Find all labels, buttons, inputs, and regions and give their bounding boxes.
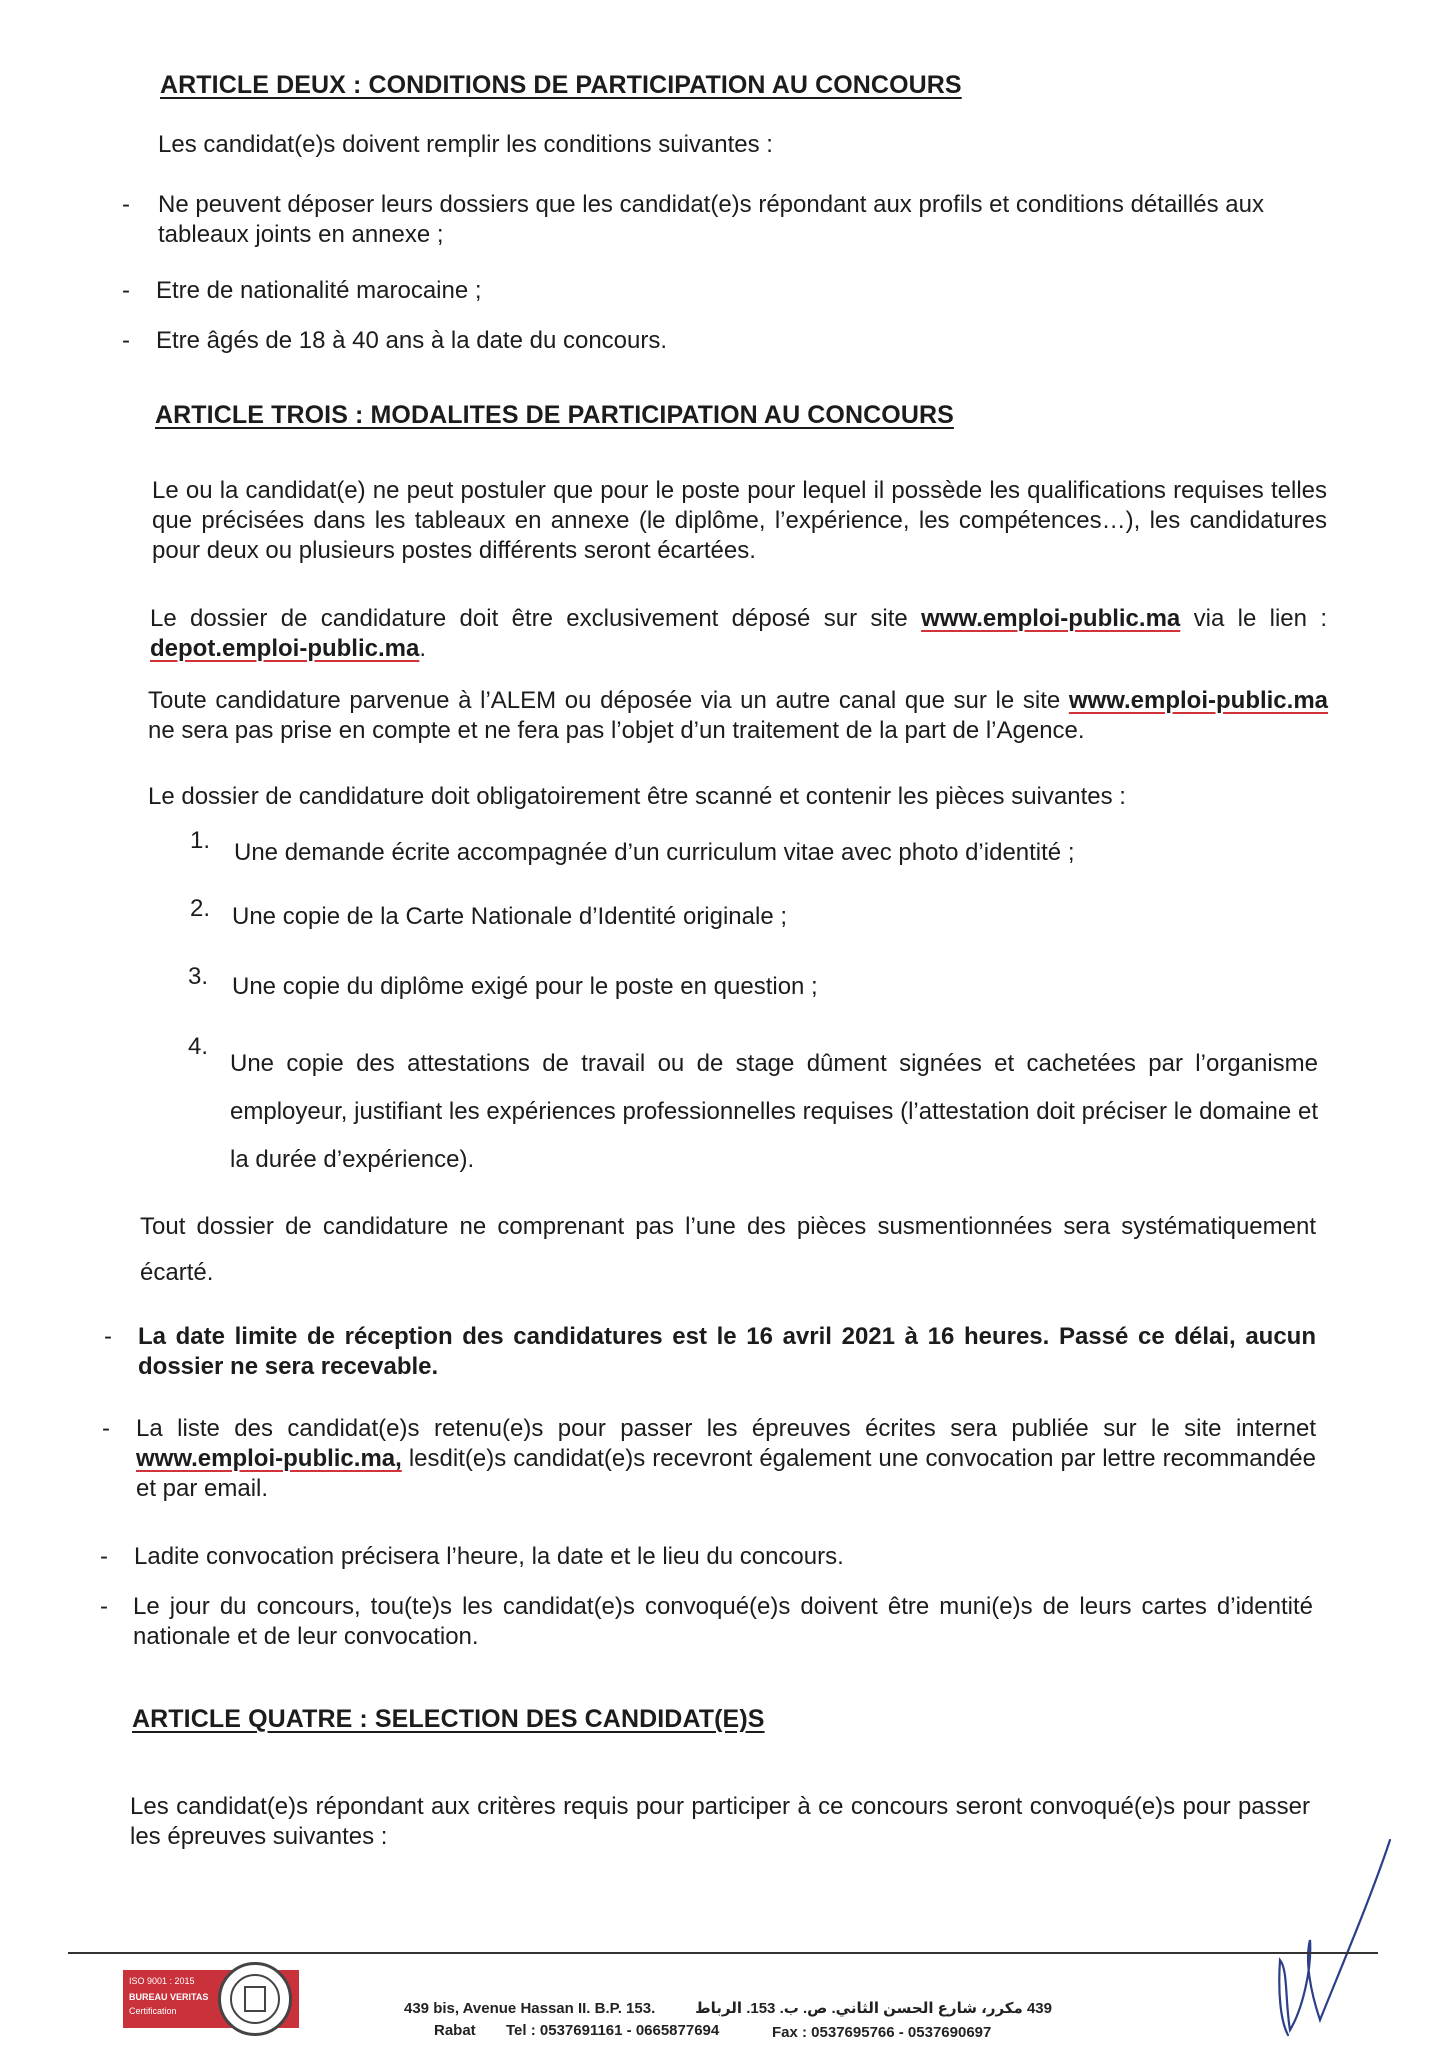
footer-city: Rabat [434,2022,476,2039]
certification-seal-icon [218,1962,292,2036]
convocation-notice: Ladite convocation précisera l’heure, la date et le lieu du concours. [134,1543,844,1570]
article-4-paragraph: Les candidat(e)s répondant aux critères requis pour participer à ce concours seront convoqué(e)s pour passer les épreuves suivantes : [130,1793,1310,1850]
article-3-paragraph-ecarte: Tout dossier de candidature ne comprenant pas l’une des pièces susmentionnées sera systématiquement écarté. [140,1213,1316,1286]
condition-nationalite: Etre de nationalité marocaine ; [156,277,482,304]
bullet-dash: - [122,191,130,218]
article-3-heading: ARTICLE TROIS : MODALITES DE PARTICIPATION AU CONCOURS [155,401,954,429]
logo-cert: Certification [129,2006,177,2016]
signature-mark [1250,1820,1400,2040]
logo-iso: ISO 9001 : 2015 [129,1976,195,1986]
piece-demande: Une demande écrite accompagnée d’un curriculum vitae avec photo d’identité ; [234,839,1075,866]
depot-text: Le dossier de candidature doit être exclusivement déposé sur site [150,605,908,632]
footer-tel: Tel : 0537691161 - 0665877694 [506,2022,720,2039]
footer-fax: Fax : 0537695766 - 0537690697 [772,2024,992,2041]
depot-period: . [419,635,427,662]
bullet-dash: - [100,1593,108,1620]
article-4-heading: ARTICLE QUATRE : SELECTION DES CANDIDAT(E)S [132,1705,765,1733]
emploi-public-link-2[interactable]: www.emploi-public.ma [1068,687,1329,714]
piece-number: 1. [190,827,211,854]
canal-text-end: ne sera pas prise en compte et ne fera pas l’objet d’un traitement de la part de l’Agence. [148,717,1085,744]
emploi-public-link-3[interactable]: www.emploi-public.ma, [136,1445,402,1472]
depot-via-text: via le lien : [1193,605,1328,632]
piece-diplome: Une copie du diplôme exigé pour le poste en question ; [232,973,818,1000]
article-3-paragraph-canal [148,686,1328,746]
bullet-dash: - [122,277,130,304]
piece-attestations: Une copie des attestations de travail ou de stage dûment signées et cachetées par l’organisme employeur, justifiant les expériences professionnelles requises (l’attestation doit préciser le domaine et la durée d’expérience). [230,1050,1318,1173]
bullet-dash: - [102,1415,110,1442]
piece-number: 3. [188,963,209,990]
article-2-intro: Les candidat(e)s doivent remplir les conditions suivantes : [158,131,773,158]
piece-number: 2. [190,895,211,922]
deadline-notice: La date limite de réception des candidatures est le 16 avril 2021 à 16 heures. Passé ce délai, aucun dossier ne sera recevable. [138,1323,1316,1380]
jour-concours-notice: Le jour du concours, tou(te)s les candidat(e)s convoqué(e)s doivent être muni(e)s de leurs cartes d’identité nationale et de leur convocation. [133,1593,1313,1650]
depot-emploi-public-link[interactable]: depot.emploi-public.ma [150,635,420,662]
condition-profils: Ne peuvent déposer leurs dossiers que les candidat(e)s répondant aux profils et conditions détaillés aux tableaux joints en annexe ; [158,191,1264,248]
article-3-paragraph-pieces: Le dossier de candidature doit obligatoirement être scanné et contenir les pièces suivantes : [148,783,1126,810]
article-3-paragraph-depot [150,604,1327,664]
piece-cin: Une copie de la Carte Nationale d’Identité originale ; [232,903,788,930]
bullet-dash: - [100,1543,108,1570]
footer-address-ar: 439 مكرر، شارع الحسن الثاني. ص. ب. 153. الرباط [695,2000,1052,2017]
footer-rule [68,1952,1378,1954]
condition-age: Etre âgés de 18 à 40 ans à la date du concours. [156,327,668,354]
bullet-dash: - [122,327,130,354]
piece-number: 4. [188,1033,209,1060]
bullet-dash: - [104,1323,112,1350]
canal-text: Toute candidature parvenue à l’ALEM ou déposée via un autre canal que sur le site [148,687,1061,714]
article-2-heading: ARTICLE DEUX : CONDITIONS DE PARTICIPATION AU CONCOURS [160,71,962,99]
liste-text-end: lesdit(e)s candidat(e)s recevront également une convocation par lettre recommandée et par email. [136,1445,1316,1502]
liste-candidats-notice [136,1414,1316,1504]
article-3-paragraph-qualifications: Le ou la candidat(e) ne peut postuler que pour le poste pour lequel il possède les qualifications requises telles que précisées dans les tableaux en annexe (le diplôme, l’expérience, les compétences…), les candidatures pour deux ou plusieurs postes différents seront écartées. [152,477,1327,564]
footer-address-fr: 439 bis, Avenue Hassan II. B.P. 153. [404,2000,656,2017]
emploi-public-link[interactable]: www.emploi-public.ma [921,605,1181,632]
liste-text: La liste des candidat(e)s retenu(e)s pour passer les épreuves écrites sera publiée sur le site internet [136,1415,1316,1442]
logo-brand: BUREAU VERITAS [129,1992,209,2002]
